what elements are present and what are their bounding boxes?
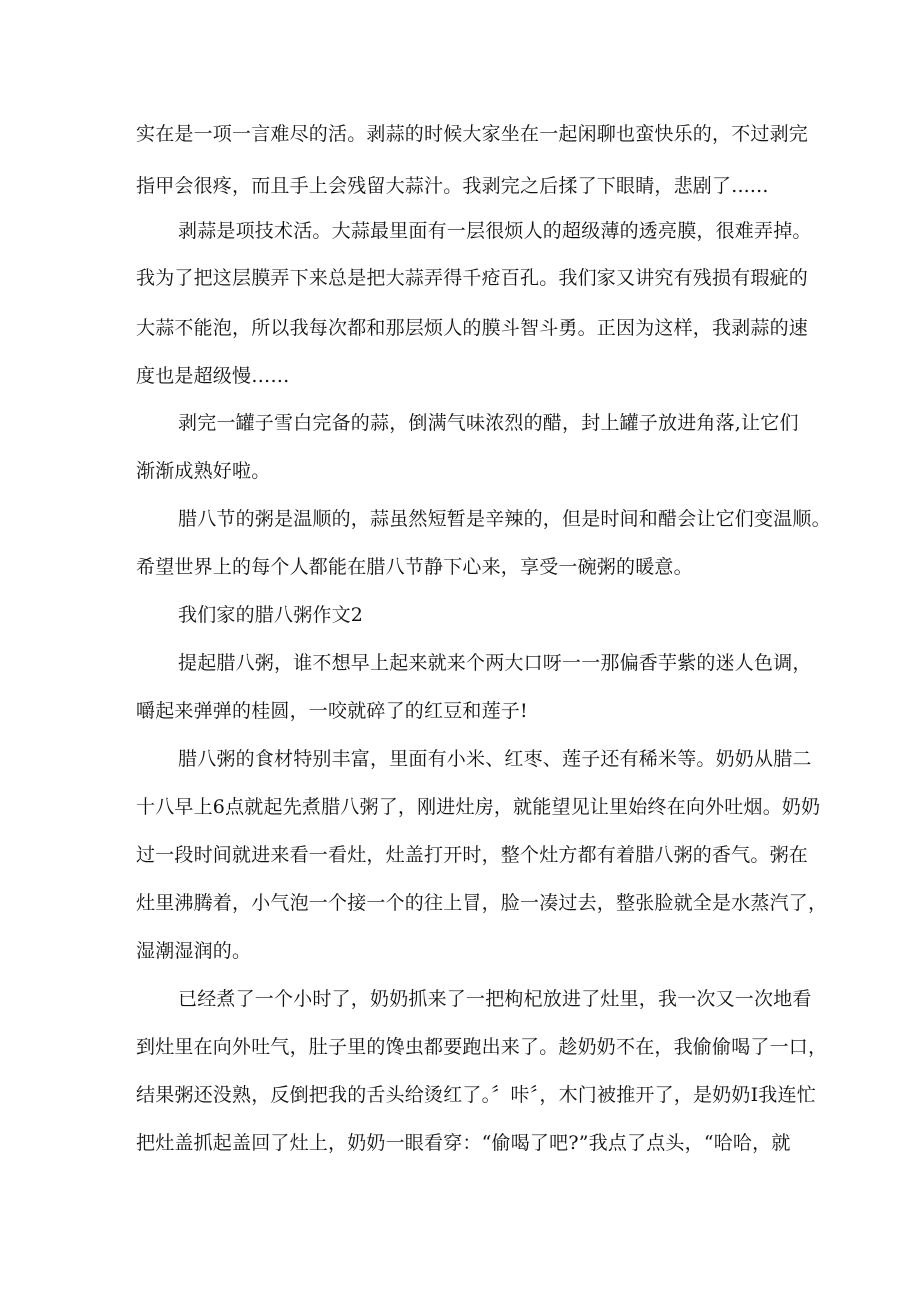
- text-line: 实在是一项一言难尽的活。剥蒜的时候大家坐在一起闲聊也蛮快乐的，不过剥完: [136, 123, 809, 145]
- paragraph-start-line: 腊八粥的食材特别丰富，里面有小米、红枣、莲子还有稀米等。奶奶从腊二: [178, 748, 812, 770]
- paragraph-start-line: 已经煮了一个小时了，奶奶抓来了一把枸杞放进了灶里，我一次又一次地看: [178, 988, 812, 1010]
- text-line: 渐渐成熟好啦。: [136, 460, 271, 482]
- text-line: 到灶里在向外吐气，肚子里的馋虫都要跑出来了。趁奶奶不在，我偷偷喝了一口，: [136, 1036, 828, 1058]
- text-line: 结果粥还没熟，反倒把我的舌头给烫红了。〞咔〞，木门被推开了，是奶奶I我连忙: [136, 1084, 816, 1106]
- text-line: 我为了把这层膜弄下来总是把大蒜弄得千疮百孔。我们家又讲究有残损有瑕疵的: [136, 267, 809, 289]
- text-line: 过一段时间就进来看一看灶，灶盖打开时，整个灶方都有着腊八粥的香气。粥在: [136, 844, 809, 866]
- text-line: 十八早上6点就起先煮腊八粥了，刚进灶房，就能望见让里始终在向外吐烟。奶奶: [136, 796, 821, 818]
- text-line: 灶里沸腾着，小气泡一个接一个的往上冒，脸一凑过去，整张脸就全是水蒸汽了，: [136, 892, 828, 914]
- paragraph-start-line: 提起腊八粥，谁不想早上起来就来个两大口呀一一那偏香芋紫的迷人色调，: [178, 652, 812, 674]
- text-line: 希望世界上的每个人都能在腊八节静下心来，享受一碗粥的暖意。: [136, 556, 693, 578]
- section-heading: 我们家的腊八粥作文2: [178, 604, 364, 626]
- text-line: 大蒜不能泡，所以我每次都和那层烦人的膜斗智斗勇。正因为这样，我剥蒜的速: [136, 317, 809, 339]
- text-line: 嚼起来弹弹的桂圆，一咬就碎了的红豆和莲子!: [136, 700, 528, 722]
- text-line: 湿潮湿润的。: [136, 940, 252, 962]
- paragraph-start-line: 剥完一罐子雪白完备的蒜，倒满气味浓烈的醋，封上罐子放进角落,让它们: [178, 412, 799, 434]
- text-line: 度也是超级慢……: [136, 365, 290, 387]
- text-line: 指甲会很疼，而且手上会残留大蒜汁。我剥完之后揉了下眼睛，悲剧了......: [136, 175, 769, 197]
- text-line: 把灶盖抓起盖回了灶上，奶奶一眼看穿：“偷喝了吧?”我点了点头，“哈哈，就: [136, 1132, 791, 1154]
- paragraph-start-line: 剥蒜是项技术活。大蒜最里面有一层很烦人的超级薄的透亮膜，很难弄掉。: [178, 220, 812, 242]
- paragraph-start-line: 腊八节的粥是温顺的，蒜虽然短暂是辛辣的，但是时间和醋会让它们变温顺。: [178, 508, 831, 530]
